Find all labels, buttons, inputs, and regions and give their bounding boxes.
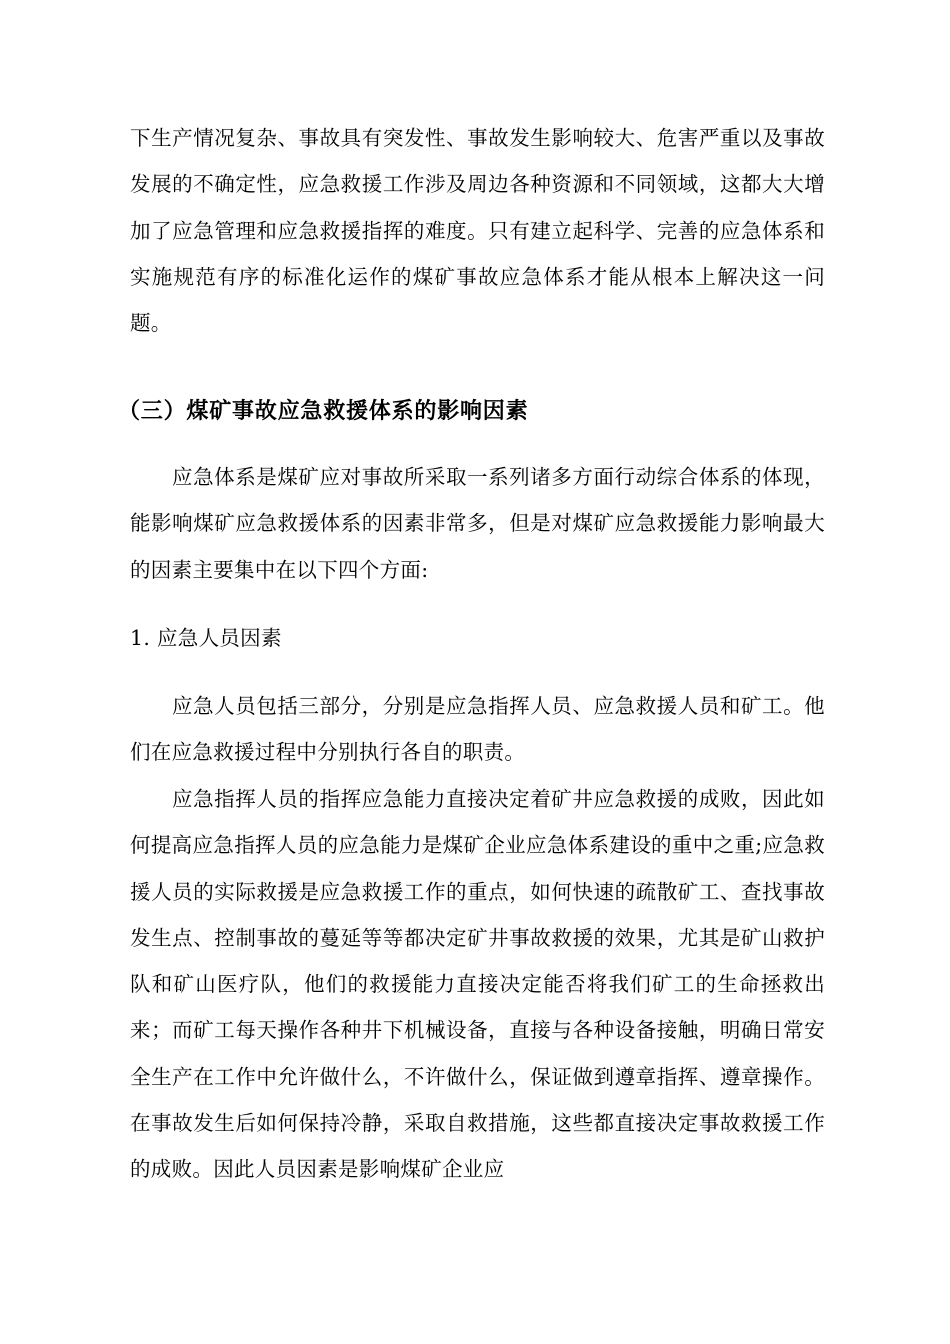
section-heading: （三）煤矿事故应急救援体系的影响因素: [118, 399, 529, 424]
body-paragraph-intro: 应急体系是煤矿应对事故所采取一系列诸多方面行动综合体系的体现，能影响煤矿应急救援体系的因素非常多，但是对煤矿应急救援能力影响最大的因素主要集中在以下四个方面:: [130, 465, 825, 582]
numbered-subheading: 1. 应急人员因素: [130, 626, 282, 650]
body-paragraph-roles: 应急指挥人员的指挥应急能力直接决定着矿井应急救援的成败，因此如何提高应急指挥人员的应急能力是煤矿企业应急体系建设的重中之重;应急救援人员的实际救援是应急救援工作的重点，如何快速的疏散矿工、查找事故发生点、控制事故的蔓延等等都决定矿井事故救援的效果，尤其是矿山救护队和矿山医疗队，他们的救援能力直接决定能否将我们矿工的生命拯救出来；而矿工每天操作各种井下机械设备，直接与各种设备接触，明确日常安全生产在工作中允许做什么，不许做什么，保证做到遵章指挥、遵章操作。在事故发生后如何保持冷静，采取自救措施，这些都直接决定事故救援工作的成败。因此人员因素是影响煤矿企业应: [130, 787, 825, 1182]
body-paragraph-personnel: 应急人员包括三部分，分别是应急指挥人员、应急救援人员和矿工。他们在应急救援过程中分别执行各自的职责。: [130, 694, 825, 765]
body-paragraph-continued: 下生产情况复杂、事故具有突发性、事故发生影响较大、危害严重以及事故发展的不确定性，应急救援工作涉及周边各种资源和不同领域，这都大大增加了应急管理和应急救援指挥的难度。只有建立起科学、完善的应急体系和实施规范有序的标准化运作的煤矿事故应急体系才能从根本上解决这一问题。: [130, 126, 825, 336]
